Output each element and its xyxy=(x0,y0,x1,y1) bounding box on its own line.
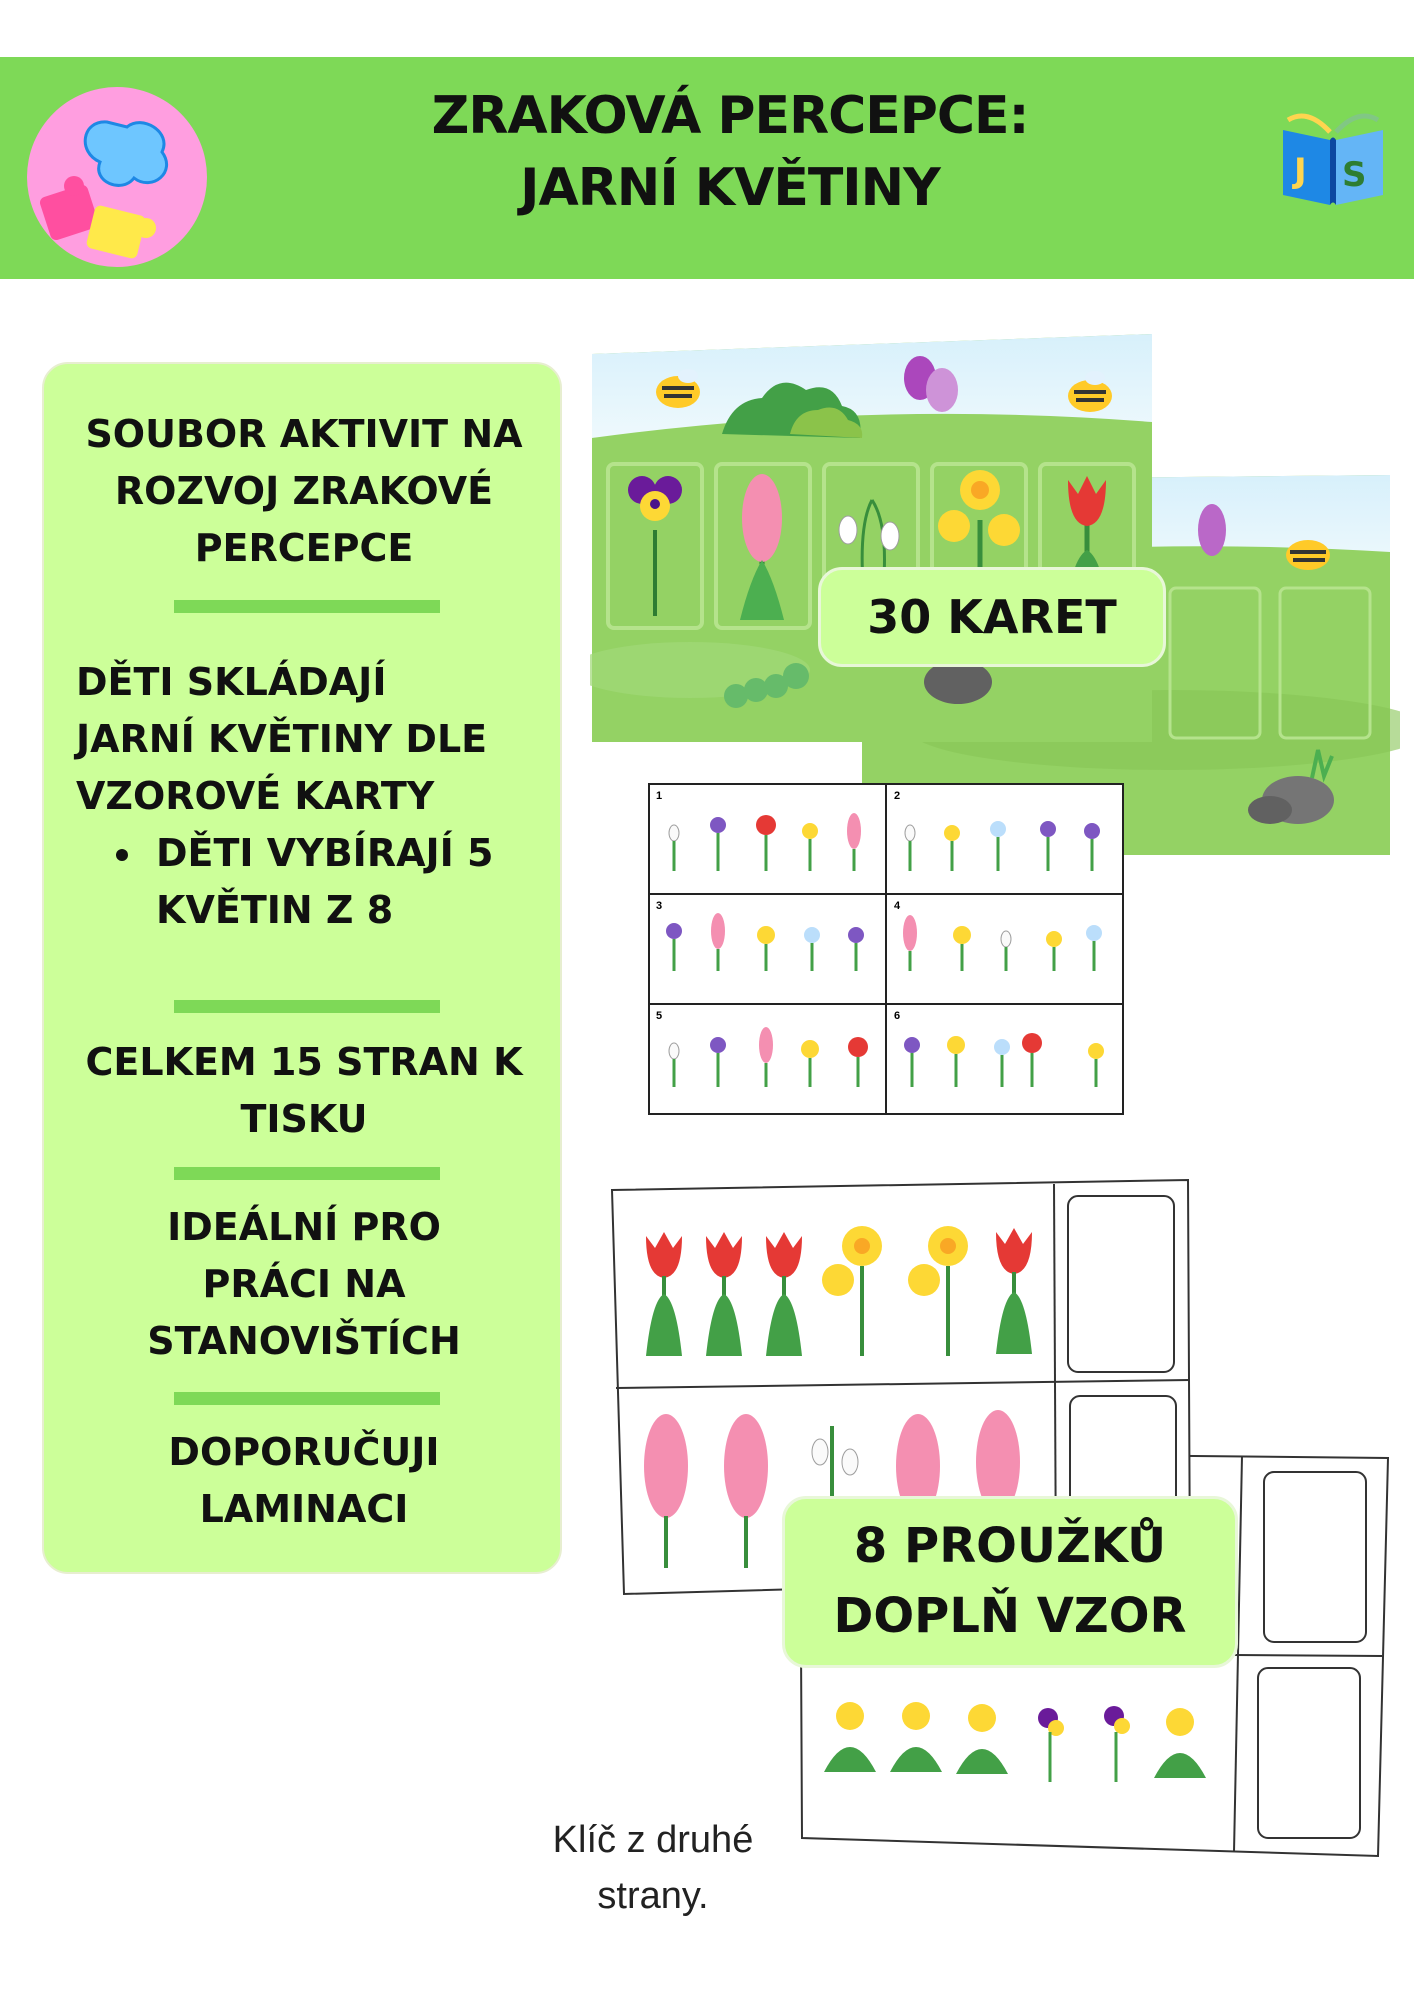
pattern-sheet xyxy=(648,783,1128,1117)
info-line: PRÁCI NA xyxy=(202,1262,406,1306)
info-panel xyxy=(42,362,562,1574)
info-line: DOPORUČUJI xyxy=(168,1430,440,1474)
bullet-dot-icon xyxy=(116,849,128,861)
info-line: VZOROVÉ KARTY xyxy=(76,774,435,818)
info-line: KVĚTIN Z 8 xyxy=(156,888,394,932)
title-line-1: ZRAKOVÁ PERCEPCE: xyxy=(431,86,1029,146)
divider xyxy=(174,1000,440,1013)
brain-puzzle-logo xyxy=(22,82,212,272)
divider xyxy=(174,1392,440,1405)
logo-letter-s: S xyxy=(1342,155,1367,195)
strips-count-label: 8 PROUŽKŮ xyxy=(853,1518,1167,1574)
info-line: ROZVOJ ZRAKOVÉ xyxy=(114,469,494,513)
strips-task-label: DOPLŇ VZOR xyxy=(833,1588,1187,1644)
cards-count-badge xyxy=(818,567,1166,667)
divider xyxy=(174,600,440,613)
grid-number: 2 xyxy=(894,790,901,802)
key-note-line: Klíč z druhé xyxy=(552,1819,754,1861)
grid-number: 6 xyxy=(894,1010,901,1022)
info-block-activities xyxy=(64,406,544,577)
page-title xyxy=(300,80,1160,224)
answer-key-note xyxy=(528,1812,778,1924)
info-line: SOUBOR AKTIVIT NA xyxy=(85,412,523,456)
game-card-front xyxy=(590,334,1152,742)
grid-number: 4 xyxy=(894,900,901,912)
grid-number: 1 xyxy=(656,790,663,802)
info-line: JARNÍ KVĚTINY DLE xyxy=(76,717,488,761)
cards-count-label: 30 KARET xyxy=(867,590,1117,644)
info-block-lamination xyxy=(64,1424,544,1538)
info-line: DĚTI SKLÁDAJÍ xyxy=(76,660,387,704)
info-line: CELKEM 15 STRAN K xyxy=(85,1040,523,1084)
bullet-item xyxy=(106,825,536,939)
info-line: LAMINACI xyxy=(199,1487,409,1531)
info-block-children xyxy=(76,654,546,825)
info-block-pages xyxy=(64,1034,544,1148)
info-line: TISKU xyxy=(240,1097,368,1141)
logo-letter-j: J xyxy=(1294,151,1307,191)
book-logo xyxy=(1278,110,1388,210)
strips-badge xyxy=(782,1496,1238,1668)
info-line: IDEÁLNÍ PRO xyxy=(167,1205,441,1249)
grid-number: 5 xyxy=(656,1010,663,1022)
info-line: DĚTI VYBÍRAJÍ 5 xyxy=(156,831,494,875)
grid-number: 3 xyxy=(656,900,663,912)
info-line: PERCEPCE xyxy=(194,526,414,570)
title-line-2: JARNÍ KVĚTINY xyxy=(520,158,940,218)
divider xyxy=(174,1167,440,1180)
info-block-stations xyxy=(64,1199,544,1370)
key-note-line: strany. xyxy=(597,1875,709,1917)
info-line: STANOVIŠTÍCH xyxy=(147,1319,461,1363)
